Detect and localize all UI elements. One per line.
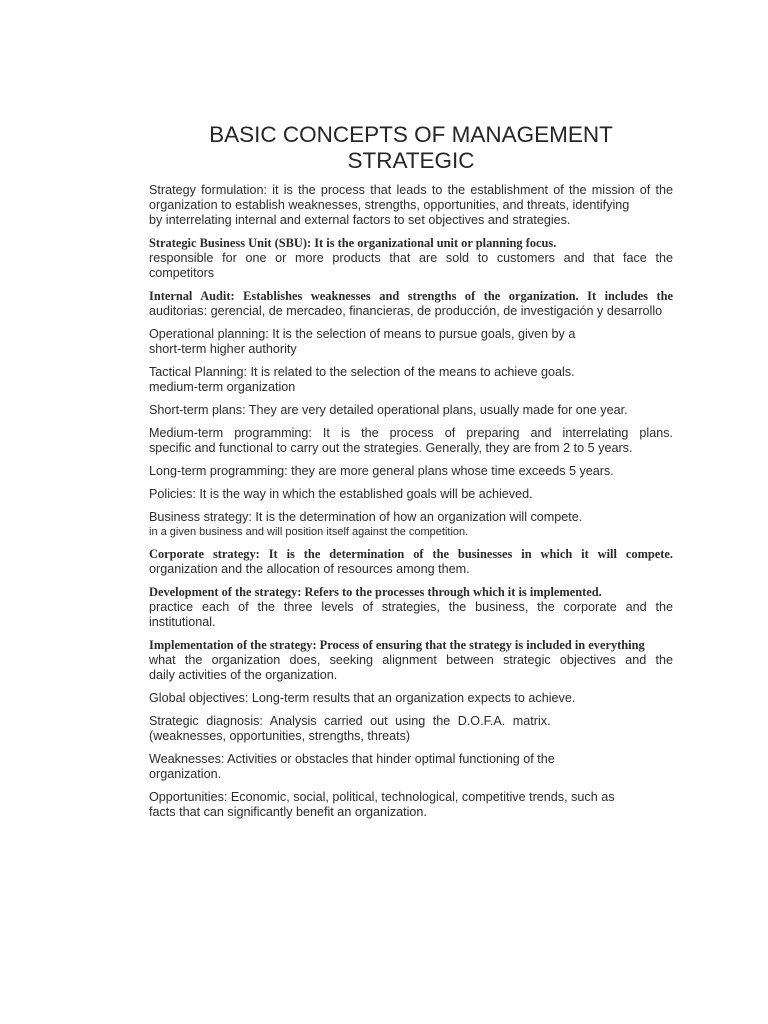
paragraph-policies [149,487,673,502]
paragraph-long-term-programming [149,464,673,479]
text-line: institutional. [149,615,216,629]
document-page [149,122,673,828]
text-line: medium-term organization [149,380,296,394]
paragraph-strategic-business-unit [149,236,673,281]
text-line: Strategic Business Unit (SBU): It is the organizational unit or planning focus. [149,236,557,250]
text-line: daily activities of the organization. [149,668,338,682]
paragraph-business-strategy [149,510,673,539]
text-line: organization. [149,767,222,781]
text-line: competitors [149,266,215,280]
text-line: organization to establish weaknesses, strengths, opportunities, and threats, identifying [149,198,630,212]
paragraph-strategy-development [149,585,673,630]
text-line: Policies: It is the way in which the established goals will be achieved. [149,487,533,501]
text-line: Opportunities: Economic, social, political, technological, competitive trends, such as [149,790,615,804]
text-line: organization and the allocation of resources among them. [149,562,470,576]
text-line: practice each of the three levels of strategies, the business, the corporate and the [149,600,673,614]
text-line: Implementation of the strategy: Process of ensuring that the strategy is included in everything [149,638,645,652]
text-line: Internal Audit: Establishes weaknesses and strengths of the organization. It includes the [149,289,673,303]
text-line: responsible for one or more products that are sold to customers and that face the [149,251,673,265]
title-line-1: BASIC CONCEPTS OF MANAGEMENT [209,122,613,147]
text-line: Corporate strategy: It is the determination of the businesses in which it will compete. [149,547,673,561]
text-line: Tactical Planning: It is related to the selection of the means to achieve goals. [149,365,575,379]
text-line: facts that can significantly benefit an organization. [149,805,427,819]
text-line: short-term higher authority [149,342,297,356]
paragraph-medium-term-programming [149,426,673,456]
text-line: Medium-term programming: It is the process of preparing and interrelating plans. [149,426,673,440]
document-title [149,122,673,174]
paragraph-tactical-planning [149,365,673,395]
paragraph-internal-audit [149,289,673,319]
paragraph-global-objectives [149,691,673,706]
paragraph-opportunities [149,790,673,820]
text-line: Strategy formulation: it is the process that leads to the establishment of the mission of the [149,183,673,197]
text-line: Strategic diagnosis: Analysis carried out using the D.O.F.A. matrix. [149,714,551,728]
paragraph-weaknesses [149,752,673,782]
text-line: (weaknesses, opportunities, strengths, threats) [149,729,411,743]
text-line: in a given business and will position itself against the competition. [149,526,469,538]
paragraph-strategy-implementation [149,638,673,683]
text-line: Long-term programming: they are more general plans whose time exceeds 5 years. [149,464,614,478]
paragraph-operational-planning [149,327,673,357]
text-line: Operational planning: It is the selection of means to pursue goals, given by a [149,327,576,341]
text-line: what the organization does, seeking alignment between strategic objectives and the [149,653,673,667]
text-line: specific and functional to carry out the strategies. Generally, they are from 2 to 5 years. [149,441,633,455]
title-line-2: STRATEGIC [347,148,475,173]
paragraph-strategic-diagnosis [149,714,673,744]
text-line: Global objectives: Long-term results that an organization expects to achieve. [149,691,576,705]
paragraph-short-term-plans [149,403,673,418]
text-line: Weaknesses: Activities or obstacles that hinder optimal functioning of the [149,752,555,766]
text-line: Business strategy: It is the determination of how an organization will compete. [149,510,583,524]
paragraph-strategy-formulation [149,183,673,228]
text-line: Short-term plans: They are very detailed operational plans, usually made for one year. [149,403,628,417]
text-line: auditorias: gerencial, de mercadeo, financieras, de producción, de investigación y desarrollo [149,304,663,318]
text-line: Development of the strategy: Refers to the processes through which it is implemented. [149,585,602,599]
paragraph-corporate-strategy [149,547,673,577]
text-line: by interrelating internal and external factors to set objectives and strategies. [149,213,571,227]
